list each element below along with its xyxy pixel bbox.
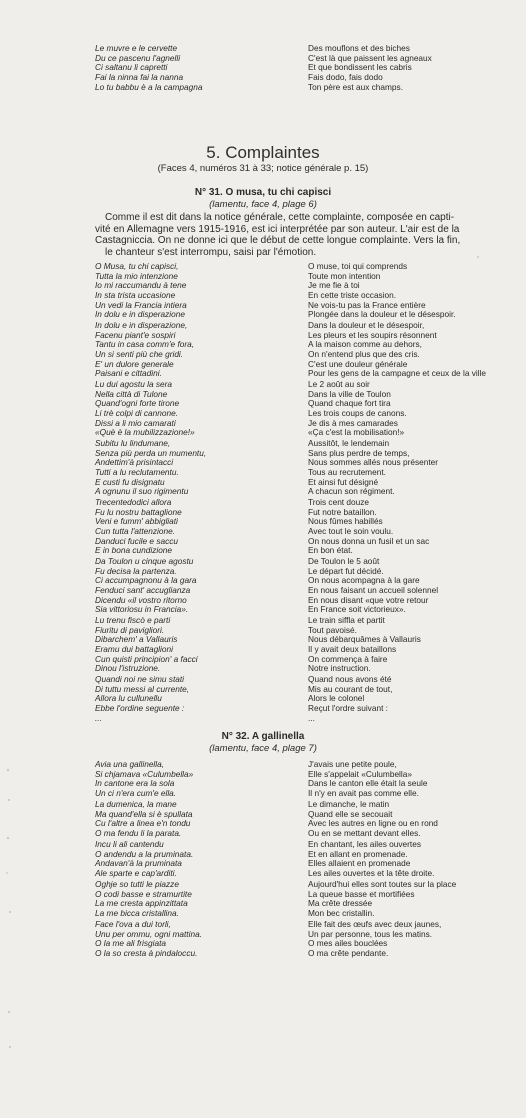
translation-line: La queue basse et mortifiées	[308, 888, 415, 899]
verse-line: O andendu a la pruminata.	[95, 848, 194, 859]
verse-line: Fai la ninna fai la nanna	[95, 72, 184, 83]
verse-line: Tutti a lu reclutamentu.	[95, 467, 179, 478]
translation-line: Des mouflons et des biches	[308, 43, 410, 53]
translation-line: Il y avait deux bataillons	[308, 644, 397, 655]
translation-line: Ma crête dressée	[308, 898, 373, 909]
translation-line: Ou en se mettant devant elles.	[308, 828, 421, 839]
verse-line: Paisani e cittadini.	[95, 368, 162, 379]
verse-line: Quandi noi ne simu stati	[95, 674, 185, 684]
verse-line: Ale sparte e cap'arditi.	[95, 868, 177, 879]
song-31-subtitle: (lamentu, face 4, plage 6)	[209, 199, 317, 210]
verse-line: Face l'ova a dui torli,	[95, 919, 171, 929]
translation-line: Et ainsi fut désigné	[308, 476, 379, 487]
verse-line: «Què è la mubilizzazione!»	[95, 427, 195, 438]
verse-line: O la me ali frisgiata	[95, 938, 167, 949]
translation-line: Les ailes ouvertes et la tête droite.	[308, 868, 435, 879]
verse-line: Dinou l'istruzione.	[95, 663, 161, 674]
translation-line: Nous débarquâmes à Vallauris	[308, 634, 421, 645]
verse-line: O Musa, tu chi capisci,	[95, 261, 179, 271]
intro-line: le chanteur s'est interrompu, saisi par l'émotion.	[105, 246, 317, 258]
verse-line: Trecentedodici allora	[95, 497, 172, 507]
translation-line: Ne vois-tu pas la France entière	[308, 299, 426, 310]
verse-line: Unu per ommu, ogni mattina.	[95, 928, 202, 939]
translation-line: Toute mon intention	[308, 270, 381, 281]
translation-line: ...	[308, 712, 315, 723]
verse-line: Ci accumpagnonu à la gara	[95, 575, 197, 586]
translation-line: En nous disant «que votre retour	[308, 594, 429, 605]
verse-line: Lo tu babbu è a la campagna	[95, 81, 203, 92]
verse-line: O codi basse e stramurtite	[95, 888, 192, 899]
translation-line: Et en allant en promenade.	[308, 848, 408, 859]
verse-line: La me cresta appinzittata	[95, 898, 188, 909]
translation-line: Tout pavoisé.	[308, 624, 357, 635]
translation-line: Le train siffla et partit	[308, 615, 385, 625]
translation-line: Avec tout le soin voulu.	[308, 526, 394, 537]
verse-line: Tutta la mio intenzione	[95, 270, 178, 281]
translation-line: Quand nous avons été	[308, 674, 392, 684]
verse-line: E in bona cundizione	[95, 545, 173, 556]
verse-line: Danduci fucile e saccu	[95, 535, 179, 546]
verse-line: ...	[95, 712, 102, 723]
translation-line: Nous sommes allés nous présenter	[308, 457, 439, 468]
translation-line: Plongée dans la douleur et le désespoir.	[308, 309, 456, 320]
translation-line: Alors le colonel	[308, 693, 365, 704]
translation-line: Fais dodo, fais dodo	[308, 72, 383, 83]
verse-line: Dissi a li mio camarati	[95, 417, 176, 428]
verse-line: Du ce pascenu l'agnelli	[95, 52, 181, 63]
translation-line: Reçut l'ordre suivant :	[308, 703, 388, 714]
verse-line: Fu decisa la partenza.	[95, 565, 177, 576]
translation-line: Il n'y en avait pas comme elle.	[308, 788, 419, 799]
translation-line: Le 2 août au soir	[308, 379, 370, 389]
translation-line: En bon état.	[308, 545, 353, 556]
translation-line: «Ça c'est la mobilisation!»	[308, 427, 405, 438]
verse-line: Un si senti più che gridi.	[95, 349, 184, 360]
translation-line: A chacun son régiment.	[308, 486, 395, 497]
translation-line: Fut notre bataillon.	[308, 506, 377, 517]
translation-line: Les trois coups de canons.	[308, 408, 407, 419]
verse-line: Incu li ali cantendu	[95, 839, 164, 849]
verse-line: Eramu dui battaglioni	[95, 644, 173, 655]
verse-line: Li trè colpi di cannone.	[95, 408, 179, 419]
intro-line: Comme il est dit dans la notice générale, cette complainte, composée en capti-	[105, 212, 455, 223]
verse-line: Dicendu «il vostro ritorno	[95, 594, 187, 605]
verse-line: In sta trista uccasione	[95, 290, 176, 301]
translation-line: Pour les gens de la campagne et ceux de la ville	[308, 368, 487, 379]
translation-line: Le départ fut décidé.	[308, 565, 384, 576]
translation-line: En cette triste occasion.	[308, 290, 397, 301]
translation-line: On n'entend plus que des cris.	[308, 349, 420, 360]
translation-line: Trois cent douze	[308, 497, 370, 507]
translation-line: Elle s'appelait «Culumbella»	[308, 768, 412, 779]
verse-line: Quand'ogni forte tirone	[95, 398, 180, 409]
verse-line: Dibarchem' a Vallauris	[95, 634, 178, 645]
verse-line: La dumenica, la mane	[95, 799, 177, 809]
verse-line: Lu dui agostu la sera	[95, 379, 173, 389]
verse-line: In cantone era la sola	[95, 778, 175, 789]
verse-line: Fenduci sant' accuglianza	[95, 585, 191, 596]
verse-line: La me bicca cristallina.	[95, 908, 179, 919]
verse-line: Fu lu nostru battaglione	[95, 506, 182, 517]
verse-line: Andettim'à prisintacci	[95, 457, 174, 468]
translation-line: Dans la ville de Toulon	[308, 388, 391, 399]
intro-line: Castagniccia. On ne donne ici que le début de cette longue complainte. Vers la fin,	[95, 235, 461, 246]
translation-line: On commença à faire	[308, 653, 388, 664]
section-subtitle: (Faces 4, numéros 31 à 33; notice générale p. 15)	[157, 163, 369, 174]
verse-line: O la so cresta à pindaloccu.	[95, 948, 198, 959]
verse-line: Sia vittoriosu in Francia».	[95, 604, 189, 615]
verse-line: Andavan'à la pruminata	[95, 858, 182, 869]
verse-line: Cun quisti principion' a facci	[95, 653, 198, 664]
verse-line: Si chjamava «Culumbella»	[95, 768, 194, 779]
translation-line: Je me fie à toi	[308, 280, 360, 291]
translation-line: Aujourd'hui elles sont toutes sur la place	[308, 879, 457, 889]
translation-line: On nous donna un fusil et un sac	[308, 535, 430, 546]
verse-line: Oghje so tutti le piazze	[95, 879, 179, 889]
translation-line: En nous faisant un accueil solennel	[308, 585, 439, 596]
verse-line: In dolu e in disperazione	[95, 309, 185, 320]
translation-line: Et que bondissent les cabris	[308, 62, 412, 73]
intro-line: vité en Allemagne vers 1915-1916, est ici interprétée par son auteur. L'air est de la	[95, 223, 460, 235]
verse-line: Avia una gallinella,	[95, 759, 165, 769]
verse-line: Fiuritu di pavigliori.	[95, 624, 165, 635]
translation-line: De Toulon le 5 août	[308, 556, 380, 566]
verse-line: Un ci n'era cum'e ella.	[95, 788, 177, 799]
translation-line: A la maison comme au dehors,	[308, 339, 422, 350]
translation-line: J'avais une petite poule,	[308, 759, 397, 769]
song-32-subtitle: (lamentu, face 4, plage 7)	[209, 743, 317, 754]
verse-line: Subitu lu lindumane,	[95, 438, 171, 448]
song-32-title: N° 32. A gallinella	[221, 731, 305, 742]
translation-line: O mes ailes bouclées	[308, 938, 388, 949]
verse-line: A ognunu il suo rigimentu	[95, 486, 189, 497]
translation-line: Avec les autres en ligne ou en rond	[308, 818, 438, 829]
verse-line: E custi fu disignatu	[95, 476, 165, 487]
translation-line: C'est là que paissent les agneaux	[308, 52, 432, 63]
verse-line: Allora lu cullunellu	[95, 693, 162, 704]
translation-line: Mon bec cristallin.	[308, 908, 375, 919]
verse-line: Nella città di Tulone	[95, 388, 168, 399]
verse-line: Veni e fumm' abbigliati	[95, 516, 178, 527]
verse-line: Facenu piant'e sospiri	[95, 329, 176, 340]
translation-line: O muse, toi qui comprends	[308, 261, 408, 271]
translation-line: Quand chaque fort tira	[308, 398, 391, 409]
translation-line: Aussitôt, le lendemain	[308, 438, 390, 448]
translation-line: Notre instruction.	[308, 663, 371, 674]
translation-line: Sans plus perdre de temps,	[308, 447, 410, 458]
verse-line: In dolu e in disperazione,	[95, 320, 188, 330]
verse-line: O ma fendu li la parata.	[95, 828, 182, 839]
verse-line: Un vedi la Francia intiera	[95, 299, 187, 310]
verse-line: Cun tutta l'attenzione.	[95, 526, 175, 537]
verse-line: E' un dulore generale	[95, 358, 174, 369]
translation-line: Un par personne, tous les matins.	[308, 928, 433, 939]
verse-line: Le muvre e le cervette	[95, 43, 178, 53]
translation-line: En chantant, les ailes ouvertes	[308, 839, 421, 849]
translation-line: Les pleurs et les soupirs résonnent	[308, 329, 437, 340]
verse-line: Di tuttu messi al currente,	[95, 683, 190, 694]
translation-line: Nous fûmes habillés	[308, 516, 383, 527]
translation-line: Je dis à mes camarades	[308, 417, 398, 428]
verse-line: Io mi raccumandu à tene	[95, 280, 187, 291]
verse-line: Da Toulon u cinque agostu	[95, 556, 194, 566]
translation-line: Elle fait des œufs avec deux jaunes,	[308, 919, 442, 929]
translation-line: Dans le canton elle était la seule	[308, 778, 428, 789]
verse-line: Senza più perda un mumentu,	[95, 447, 207, 458]
translation-line: Mis au courant de tout,	[308, 683, 393, 694]
translation-line: C'est une douleur générale	[308, 358, 408, 369]
verse-line: Ma quand'ella si è spullata	[95, 808, 193, 819]
translation-line: Le dimanche, le matin	[308, 799, 390, 809]
section-title: 5. Complaintes	[206, 143, 320, 162]
translation-line: Tous au recrutement.	[308, 467, 386, 478]
translation-line: Dans la douleur et le désespoir,	[308, 320, 425, 330]
translation-line: Ton père est aux champs.	[308, 81, 404, 92]
translation-line: En France soit victorieux».	[308, 604, 406, 615]
verse-line: Lu trenu fiscò e parti	[95, 615, 171, 625]
translation-line: Elles allaient en promenade	[308, 858, 411, 869]
verse-line: Ci saltanu li capretti	[95, 62, 168, 73]
translation-line: Quand elle se secouait	[308, 808, 393, 819]
translation-line: On nous acompagna à la gare	[308, 575, 420, 586]
translation-line: O ma crête pendante.	[308, 948, 389, 959]
verse-line: Ebbe l'ordine seguente :	[95, 703, 185, 714]
song-31-title: N° 31. O musa, tu chi capisci	[194, 187, 332, 198]
verse-line: Cu l'altre a linea e'n tondu	[95, 818, 191, 829]
verse-line: Tantu in casa comm'e fora,	[95, 339, 195, 350]
